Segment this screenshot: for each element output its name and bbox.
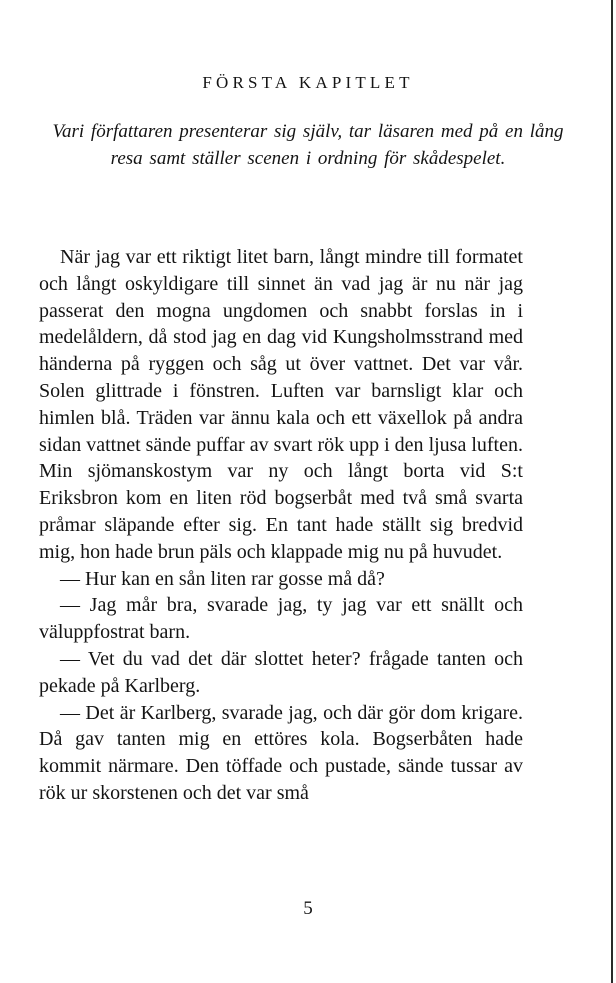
dialogue-line: — Det är Karlberg, svarade jag, och där gör dom krigare. Då gav tanten mig en ettöres kola. Bogserbåten hade kommit närmare. Den töffade och pustade, sände tussar av rök ur skorstenen och det var små: [39, 701, 523, 804]
body-text: [39, 244, 523, 807]
chapter-summary: Vari författaren presenterar sig själv, tar läsaren med på en lång resa samt ställer scenen i ordning för skådespelet.: [52, 121, 564, 169]
page-number: 5: [303, 898, 313, 919]
dialogue-line: — Vet du vad det där slottet heter? frågade tanten och pekade på Karlberg.: [39, 647, 523, 697]
dialogue-line: — Hur kan en sån liten rar gosse må då?: [60, 567, 385, 590]
chapter-heading: FÖRSTA KAPITLET: [202, 73, 414, 92]
dialogue-line: — Jag mår bra, svarade jag, ty jag var ett snällt och väluppfostrat barn.: [39, 594, 523, 644]
page-edge-line: [611, 0, 613, 983]
paragraph: När jag var ett riktigt litet barn, långt mindre till formatet och långt oskyldigare till sinnet än vad jag är nu när jag passerat den mogna ungdomen och snabbt forslas in i medelåldern, då stod jag en dag vid Kungsholmsstrand med händerna på ryggen och såg ut över vattnet. Det var vår. Solen glittrade i fönstren. Luften var barnsligt klar och himlen blå. Träden var ännu kala och ett växellok på andra sidan vattnet sände puffar av svart rök upp i den ljusa luften. Min sjömanskostym var ny och långt borta vid S:t Eriksbron kom en liten röd bogserbåt med två små svarta pråmar släpande efter sig. En tant hade ställt sig bredvid mig, hon hade brun päls och klappade mig nu på huvudet.: [39, 246, 523, 563]
